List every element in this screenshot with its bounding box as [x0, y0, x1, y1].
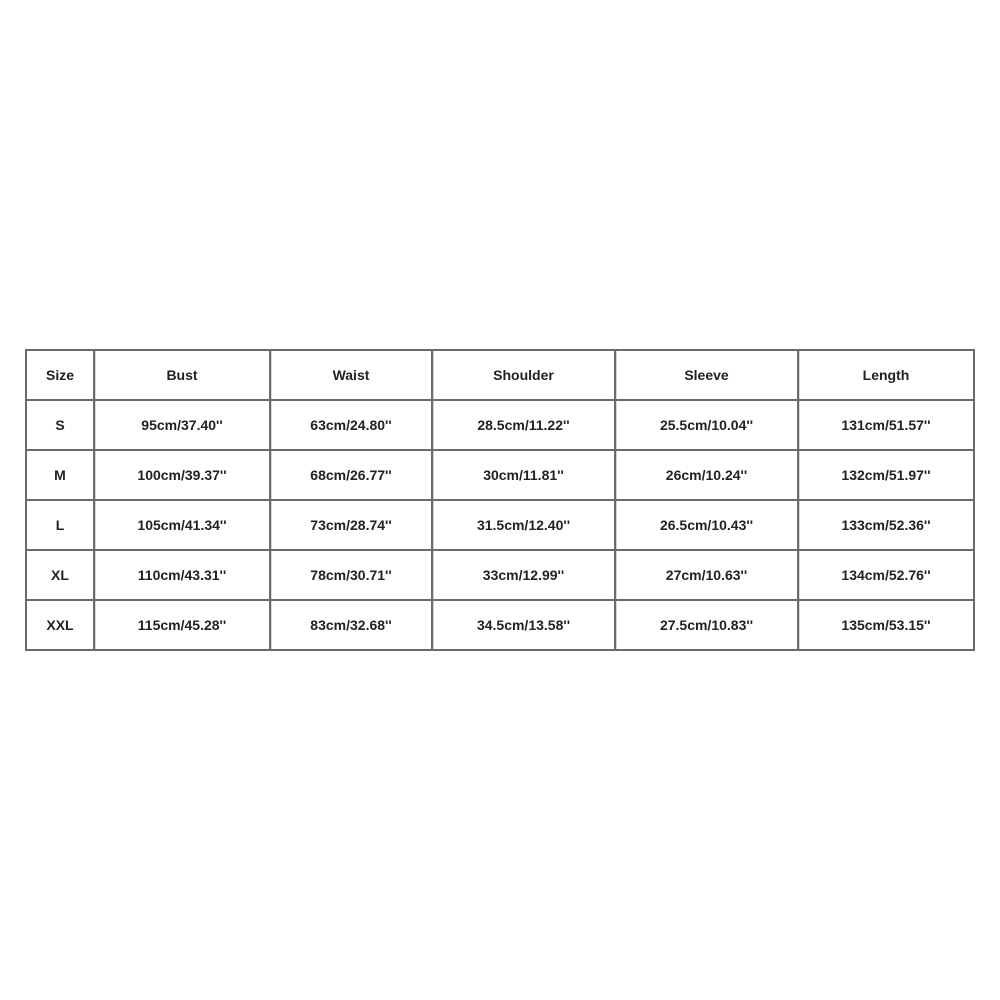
bust-cell: 100cm/39.37'': [95, 451, 271, 501]
size-cell: XL: [27, 551, 95, 601]
shoulder-cell: 33cm/12.99'': [433, 551, 616, 601]
sleeve-cell: 25.5cm/10.04'': [616, 401, 799, 451]
header-length: Length: [799, 351, 975, 401]
table-row: [27, 551, 975, 601]
waist-cell: 68cm/26.77'': [271, 451, 433, 501]
bust-cell: 115cm/45.28'': [95, 601, 271, 651]
table-row: [27, 601, 975, 651]
header-waist: Waist: [271, 351, 433, 401]
waist-cell: 78cm/30.71'': [271, 551, 433, 601]
waist-cell: 73cm/28.74'': [271, 501, 433, 551]
header-sleeve: Sleeve: [616, 351, 799, 401]
length-cell: 131cm/51.57'': [799, 401, 975, 451]
length-cell: 135cm/53.15'': [799, 601, 975, 651]
header-shoulder: Shoulder: [433, 351, 616, 401]
table-row: [27, 451, 975, 501]
size-chart-table: [25, 349, 975, 651]
length-cell: 134cm/52.76'': [799, 551, 975, 601]
sleeve-cell: 26.5cm/10.43'': [616, 501, 799, 551]
sleeve-cell: 27.5cm/10.83'': [616, 601, 799, 651]
shoulder-cell: 30cm/11.81'': [433, 451, 616, 501]
waist-cell: 83cm/32.68'': [271, 601, 433, 651]
shoulder-cell: 28.5cm/11.22'': [433, 401, 616, 451]
bust-cell: 110cm/43.31'': [95, 551, 271, 601]
sleeve-cell: 27cm/10.63'': [616, 551, 799, 601]
length-cell: 133cm/52.36'': [799, 501, 975, 551]
shoulder-cell: 34.5cm/13.58'': [433, 601, 616, 651]
bust-cell: 105cm/41.34'': [95, 501, 271, 551]
shoulder-cell: 31.5cm/12.40'': [433, 501, 616, 551]
size-cell: XXL: [27, 601, 95, 651]
size-cell: M: [27, 451, 95, 501]
length-cell: 132cm/51.97'': [799, 451, 975, 501]
table-row: [27, 401, 975, 451]
sleeve-cell: 26cm/10.24'': [616, 451, 799, 501]
table-header-row: [27, 351, 975, 401]
table-row: [27, 501, 975, 551]
header-bust: Bust: [95, 351, 271, 401]
size-cell: S: [27, 401, 95, 451]
size-cell: L: [27, 501, 95, 551]
header-size: Size: [27, 351, 95, 401]
bust-cell: 95cm/37.40'': [95, 401, 271, 451]
waist-cell: 63cm/24.80'': [271, 401, 433, 451]
